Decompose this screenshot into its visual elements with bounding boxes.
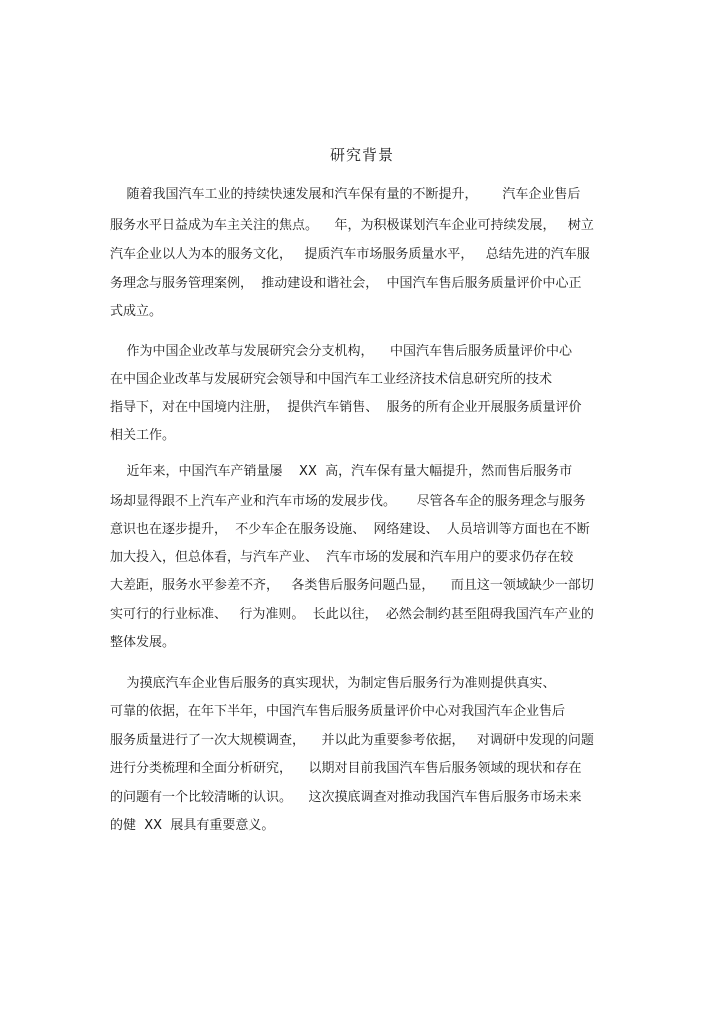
paragraph-4-line-5: 的问题有一个比较清晰的认识。 这次摸底调查对推动我国汽车售后服务市场未来 (110, 790, 582, 805)
paragraph-2-line-4: 相关工作。 (110, 428, 176, 443)
paragraph-4-line-1: 为摸底汽车企业售后服务的真实现状，为制定售后服务行为准则提供真实、 (110, 676, 556, 691)
paragraph-2-line-2: 在中国企业改革与发展研究会领导和中国汽车工业经济技术信息研究所的技术 (110, 372, 553, 387)
page-title: 研究背景 (329, 146, 394, 164)
paragraph-3-line-7: 整体发展。 (110, 635, 176, 650)
paragraph-2-line-1: 作为中国企业改革与发展研究会分支机构， 中国汽车售后服务质量评价中心 (110, 344, 573, 359)
paragraph-1-line-1: 随着我国汽车工业的持续快速发展和汽车保有量的不断提升， 汽车企业售后 (110, 187, 581, 202)
paragraph-3-line-6: 实可行的行业标准、 行为准则。 长此以往， 必然会制约甚至阻碍我国汽车产业的 (110, 607, 594, 622)
paragraph-3-line-2: 场却显得跟不上汽车产业和汽车市场的发展步伐。 尽管各车企的服务理念与服务 (110, 494, 586, 509)
paragraph-3-line-4: 加大投入，但总体看，与汽车产业、 汽车市场的发展和汽车用户的要求仍存在较 (110, 550, 574, 565)
paragraph-1-line-4: 务理念与服务管理案例， 推动建设和谐社会， 中国汽车售后服务质量评价中心正 (110, 276, 582, 291)
paragraph-4-line-2: 可靠的依据，在年下半年，中国汽车售后服务质量评价中心对我国汽车企业售后 (110, 704, 566, 719)
paragraph-1-line-5: 式成立。 (110, 304, 163, 319)
paragraph-3-line-3: 意识也在逐步提升， 不少车企在服务设施、 网络建设、 人员培训等方面也在不断 (110, 522, 590, 537)
paragraph-4-line-6: 的健 XX 展具有重要意义。 (110, 818, 275, 833)
paragraph-2-line-3: 指导下，对在中国境内注册， 提供汽车销售、 服务的所有企业开展服务质量评价 (110, 400, 582, 415)
paragraph-4-line-4: 进行分类梳理和全面分析研究， 以期对目前我国汽车售后服务领域的现状和存在 (110, 761, 582, 776)
paragraph-1-line-2: 服务水平日益成为车主关注的焦点。 年，为积极谋划汽车企业可持续发展， 树立 (110, 218, 594, 233)
paragraph-4-line-3: 服务质量进行了一次大规模调查， 并以此为重要参考依据， 对调研中发现的问题 (110, 733, 594, 748)
paragraph-1-line-3: 汽车企业以人为本的服务文化， 提质汽车市场服务质量水平， 总结先进的汽车服 (110, 247, 590, 262)
paragraph-3-line-1: 近年来，中国汽车产销量屡 XX 高，汽车保有量大幅提升，然而售后服务市 (110, 464, 573, 479)
paragraph-3-line-5: 大差距，服务水平参差不齐， 各类售后服务问题凸显， 而且这一领域缺少一部切 (110, 578, 594, 593)
